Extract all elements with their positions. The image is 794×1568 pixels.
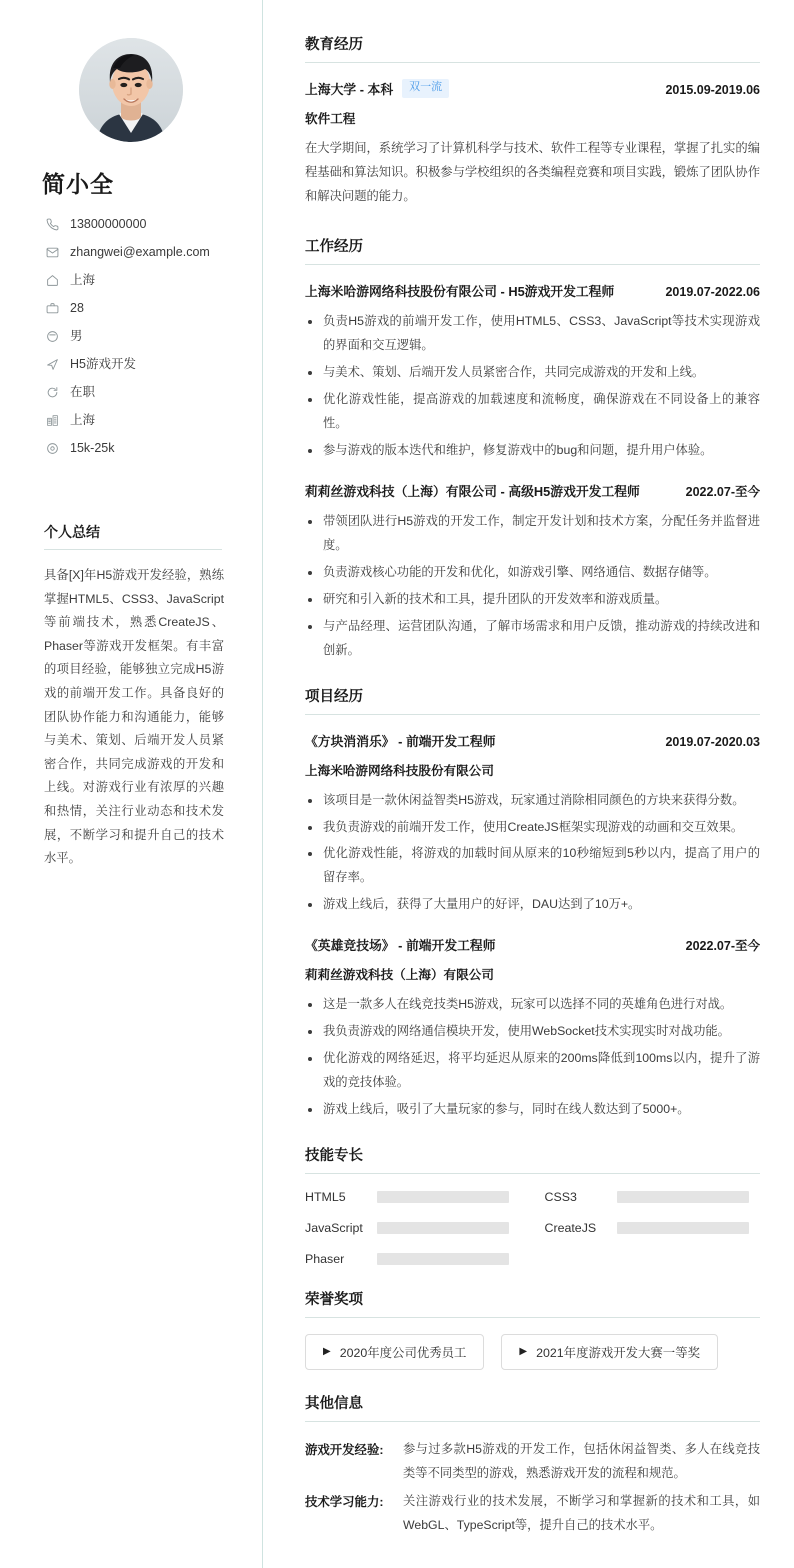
honors-section (305, 1288, 760, 1370)
gender-icon (44, 330, 60, 343)
contact-item-email (44, 245, 234, 260)
play-triangle-icon: ▶ (519, 1346, 528, 1358)
main-content (263, 0, 794, 1568)
honor-chip[interactable] (501, 1334, 718, 1370)
other-value: 参与过多款H5游戏的开发工作，包括休闲益智类、多人在线竞技类等不同类型的游戏，熟悉游戏开发的流程和规范。 (403, 1442, 760, 1481)
contact-value: zhangwei@example.com (70, 245, 210, 259)
education-date: 2015.09-2019.06 (665, 83, 760, 97)
education-section (305, 33, 760, 209)
list-item: 研究和引入新的技术和工具，提升团队的开发效率和游戏质量。 (305, 588, 760, 612)
education-major: 软件工程 (305, 112, 356, 126)
list-item: 参与游戏的版本迭代和维护，修复游戏中的bug和问题，提升用户体验。 (305, 439, 760, 463)
skill-label: CreateJS (544, 1221, 597, 1236)
refresh-icon (44, 386, 60, 399)
project-date: 2019.07-2020.03 (665, 734, 760, 749)
list-item: 这是一款多人在线竞技类H5游戏，玩家可以选择不同的英雄角色进行对战。 (305, 993, 760, 1017)
work-date: 2019.07-2022.06 (665, 284, 760, 299)
skill-label: Phaser (305, 1252, 345, 1267)
list-item: 优化游戏的网络延迟，将平均延迟从原来的200ms降低到100ms以内，提升了游戏的竞技体验。 (305, 1047, 760, 1095)
project-entry-head (305, 935, 760, 954)
city-icon (44, 414, 60, 427)
work-heading: 工作经历 (305, 235, 760, 265)
list-item: 带领团队进行H5游戏的开发工作，制定开发计划和技术方案，分配任务并监督进度。 (305, 510, 760, 558)
project-entry (305, 935, 760, 1122)
project-bullets (305, 993, 760, 1122)
list-item: 与美术、策划、后端开发人员紧密合作，共同完成游戏的开发和上线。 (305, 361, 760, 385)
skill-item (305, 1221, 521, 1235)
summary-heading: 个人总结 (44, 522, 222, 550)
list-item: 我负责游戏的网络通信模块开发，使用WebSocket技术实现实时对战功能。 (305, 1020, 760, 1044)
skill-item (545, 1221, 761, 1235)
project-company: 莉莉丝游戏科技（上海）有限公司 (305, 968, 494, 983)
list-item: 负责H5游戏的前端开发工作，使用HTML5、CSS3、JavaScript等技术实现游戏的界面和交互逻辑。 (305, 310, 760, 358)
project-entry (305, 731, 760, 918)
work-entry (305, 281, 760, 463)
list-item: 与产品经理、运营团队沟通，了解市场需求和用户反馈，推动游戏的持续改进和创新。 (305, 615, 760, 663)
sidebar (0, 0, 263, 1568)
work-company: 上海米哈游网络科技股份有限公司 - H5游戏开发工程师 (305, 283, 615, 299)
contact-value: 上海 (70, 413, 96, 427)
work-bullets (305, 510, 760, 663)
rocket-icon (44, 358, 60, 371)
contact-value: 15k-25k (70, 441, 115, 455)
play-triangle-icon: ▶ (323, 1346, 331, 1358)
skills-section (305, 1144, 760, 1266)
other-value: 关注游戏行业的技术发展，不断学习和掌握新的技术和工具，如WebGL、TypeScript等，提升自己的技术水平。 (403, 1494, 760, 1533)
home-icon (44, 274, 60, 287)
work-bullets (305, 310, 760, 463)
list-item: 该项目是一款休闲益智类H5游戏，玩家通过消除相同颜色的方块来获得分数。 (305, 789, 760, 813)
contact-item-position (44, 357, 234, 372)
education-heading: 教育经历 (305, 33, 760, 63)
contact-value: 13800000000 (70, 217, 147, 231)
projects-heading: 项目经历 (305, 685, 760, 715)
other-row (305, 1490, 760, 1538)
contact-value: 上海 (70, 273, 96, 287)
contact-value: H5游戏开发 (70, 357, 136, 371)
person-photo-icon (79, 38, 183, 142)
list-item: 游戏上线后，吸引了大量玩家的参与，同时在线人数达到了5000+。 (305, 1098, 760, 1122)
status-badge: 双一流 (402, 79, 449, 97)
other-rows (305, 1438, 760, 1538)
education-entry-head (305, 79, 760, 98)
contact-item-age (44, 301, 234, 316)
contact-item-salary (44, 441, 234, 456)
contact-item-phone (44, 217, 234, 232)
project-company: 上海米哈游网络科技股份有限公司 (305, 763, 494, 778)
project-date: 2022.07-至今 (685, 939, 760, 954)
skill-progress-track (617, 1222, 749, 1234)
contact-value: 28 (70, 301, 84, 315)
phone-icon (44, 218, 60, 231)
contact-item-gender (44, 329, 234, 344)
skill-progress-track (377, 1253, 509, 1265)
project-name: 《英雄竞技场》 - 前端开发工程师 (305, 938, 496, 954)
other-label: 技术学习能力: (305, 1495, 384, 1510)
skill-label: CSS3 (544, 1190, 577, 1205)
list-item: 优化游戏性能，将游戏的加载时间从原来的10秒缩短到5秒以内，提高了用户的留存率。 (305, 842, 760, 890)
education-entry (305, 79, 760, 209)
honors-heading: 荣誉奖项 (305, 1288, 760, 1318)
skill-label: HTML5 (305, 1190, 346, 1205)
education-description: 在大学期间，系统学习了计算机科学与技术、软件工程等专业课程，掌握了扎实的编程基础和算法知识。积极参与学校组织的各类编程竞赛和项目实践，锻炼了团队协作和解决问题的能力。 (305, 141, 760, 203)
skill-item (545, 1190, 761, 1204)
honor-label: 2020年度公司优秀员工 (339, 1346, 467, 1361)
work-section (305, 235, 760, 663)
list-item: 优化游戏性能，提高游戏的加载速度和流畅度，确保游戏在不同设备上的兼容性。 (305, 388, 760, 436)
summary-section (30, 522, 234, 871)
work-entry-head (305, 281, 760, 300)
avatar (79, 38, 183, 142)
skill-progress-track (377, 1222, 509, 1234)
contact-item-status (44, 385, 234, 400)
project-name: 《方块消消乐》 - 前端开发工程师 (305, 733, 496, 749)
other-label: 游戏开发经验: (305, 1443, 384, 1458)
skill-progress-track (617, 1191, 749, 1203)
person-name: 简小全 (42, 171, 114, 197)
skills-grid (305, 1190, 760, 1266)
contact-value: 男 (70, 329, 83, 343)
education-school-label: 上海大学 - 本科 (305, 82, 394, 97)
education-school (305, 79, 449, 98)
skill-item (305, 1252, 521, 1266)
work-company: 莉莉丝游戏科技（上海）有限公司 - 高级H5游戏开发工程师 (305, 483, 640, 499)
honor-chip[interactable] (305, 1334, 484, 1370)
contact-list (44, 217, 234, 456)
coin-icon (44, 442, 60, 455)
skills-heading: 技能专长 (305, 1144, 760, 1174)
contact-item-location (44, 273, 234, 288)
work-entry (305, 481, 760, 663)
briefcase-icon (44, 302, 60, 315)
contact-value: 在职 (70, 385, 96, 399)
skill-progress-track (377, 1191, 509, 1203)
work-date: 2022.07-至今 (685, 484, 760, 499)
skill-item (305, 1190, 521, 1204)
list-item: 我负责游戏的前端开发工作，使用CreateJS框架实现游戏的动画和交互效果。 (305, 816, 760, 840)
work-entry-head (305, 481, 760, 500)
avatar-wrapper (28, 38, 234, 142)
other-heading: 其他信息 (305, 1392, 760, 1422)
honor-label: 2021年度游戏开发大赛一等奖 (536, 1346, 700, 1361)
other-row (305, 1438, 760, 1486)
contact-item-city (44, 413, 234, 428)
summary-text: 具备[X]年H5游戏开发经验，熟练掌握HTML5、CSS3、JavaScript等前端技术，熟悉CreateJS、Phaser等游戏开发框架。有丰富的项目经验，能够独立完成H5游戏的前端开发工作。具备良好的团队协作能力和沟通能力，能够与美术、策划、后端开发人员紧密合作，共同完成游戏的开发和上线。对游戏行业有浓厚的兴趣和热情，关注行业动态和技术发展，不断学习和提升自己的技术水平。 (44, 568, 224, 866)
mail-icon (44, 246, 60, 259)
other-section (305, 1392, 760, 1538)
project-bullets (305, 789, 760, 918)
projects-section (305, 685, 760, 1123)
list-item: 负责游戏核心功能的开发和优化，如游戏引擎、网络通信、数据存储等。 (305, 561, 760, 585)
list-item: 游戏上线后，获得了大量用户的好评，DAU达到了10万+。 (305, 893, 760, 917)
skill-label: JavaScript (305, 1221, 363, 1236)
project-entry-head (305, 731, 760, 750)
honors-list (305, 1334, 760, 1370)
